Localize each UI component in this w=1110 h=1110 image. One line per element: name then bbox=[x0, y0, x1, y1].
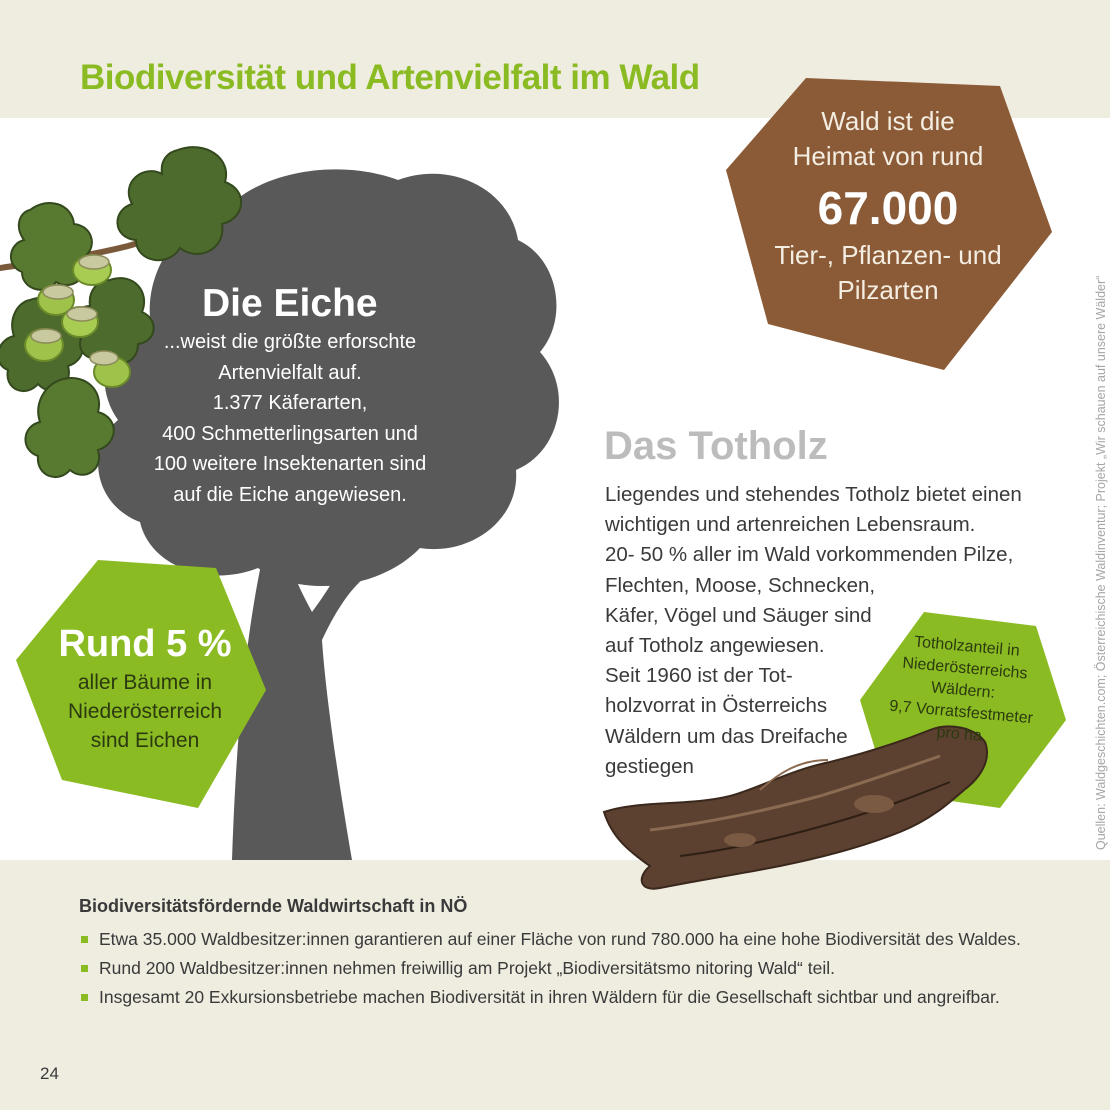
deadwood-line: Liegendes und stehendes Totholz bietet einen bbox=[605, 483, 1022, 506]
oak-line: auf die Eiche angewiesen. bbox=[173, 483, 407, 506]
habitat-info bbox=[760, 104, 1016, 308]
oak-share-number: Rund 5 % bbox=[58, 623, 232, 665]
forestry-bullet: Insgesamt 20 Exkursionsbetriebe machen Biodiversität in ihren Wäldern für die Gesellschaft sichtbar und angreifbar. bbox=[79, 983, 1021, 1012]
oak-share-info bbox=[40, 620, 250, 755]
habitat-number: 67.000 bbox=[817, 182, 959, 234]
habitat-line: Heimat von rund bbox=[792, 141, 984, 171]
deadwood-line: Käfer, Vögel und Säuger sind bbox=[605, 603, 872, 627]
oak-line: 1.377 Käferarten, bbox=[212, 392, 368, 414]
oak-description bbox=[140, 327, 440, 510]
forestry-bullet-list bbox=[79, 925, 1021, 1012]
forestry-heading: Biodiversitätsfördernde Waldwirtschaft in NÖ bbox=[79, 896, 468, 916]
deadwood-line: 20- 50 % aller im Wald vorkommenden Pilze, bbox=[605, 543, 1014, 567]
oak-heading: Die Eiche bbox=[202, 282, 378, 325]
deadwood-line: gestiegen bbox=[605, 754, 694, 778]
oak-line: 400 Schmetterlingsarten und bbox=[162, 422, 418, 445]
habitat-line: Pilzarten bbox=[837, 275, 939, 305]
page-number: 24 bbox=[40, 1064, 59, 1083]
deadwood-share-line: Wäldern: bbox=[930, 679, 996, 702]
deadwood-line: Wäldern um das Dreifache bbox=[605, 724, 848, 748]
forestry-bullet: Rund 200 Waldbesitzer:innen nehmen freiwillig am Projekt „Biodiversitätsmo nitoring Wald“ teil. bbox=[79, 954, 1021, 983]
oak-share-line: aller Bäume in bbox=[77, 671, 213, 694]
oak-line: Artenvielfalt auf. bbox=[218, 361, 362, 384]
deadwood-heading: Das Totholz bbox=[604, 424, 828, 468]
habitat-line: Wald ist die bbox=[821, 106, 955, 136]
habitat-line: Tier-, Pflanzen- und bbox=[774, 240, 1002, 270]
deadwood-line: wichtigen und artenreichen Lebensraum. bbox=[605, 513, 976, 537]
deadwood-line: Flechten, Moose, Schnecken, bbox=[605, 573, 876, 597]
deadwood-share-line: Niederösterreichs bbox=[901, 654, 1029, 683]
deadwood-share-line: 9,7 Vorratsfestmeter bbox=[888, 697, 1034, 728]
forestry-bullet: Etwa 35.000 Waldbesitzer:innen garantieren auf einer Fläche von rund 780.000 ha eine hohe Biodiversität des Waldes. bbox=[79, 925, 1021, 954]
deadwood-share-line: Totholzanteil in bbox=[913, 633, 1021, 660]
source-note: Quellen: Waldgeschichten.com; Österreichische Waldinventur; Projekt „Wir schauen auf unsere Wälder“ bbox=[1094, 275, 1108, 850]
deadwood-line: auf Totholz angewiesen. bbox=[605, 634, 825, 658]
oak-line: ...weist die größte erforschte bbox=[163, 331, 417, 353]
oak-share-line: Niederösterreich bbox=[67, 700, 223, 723]
oak-line: 100 weitere Insektenarten sind bbox=[153, 453, 427, 475]
deadwood-line: Seit 1960 ist der Tot- bbox=[605, 664, 793, 688]
deadwood-line: holzvorrat in Österreichs bbox=[605, 694, 828, 718]
page-title: Biodiversität und Artenvielfalt im Wald bbox=[80, 58, 700, 97]
deadwood-share-info bbox=[874, 629, 1053, 753]
deadwood-share-line: pro ha bbox=[935, 723, 983, 745]
oak-share-line: sind Eichen bbox=[90, 729, 200, 752]
